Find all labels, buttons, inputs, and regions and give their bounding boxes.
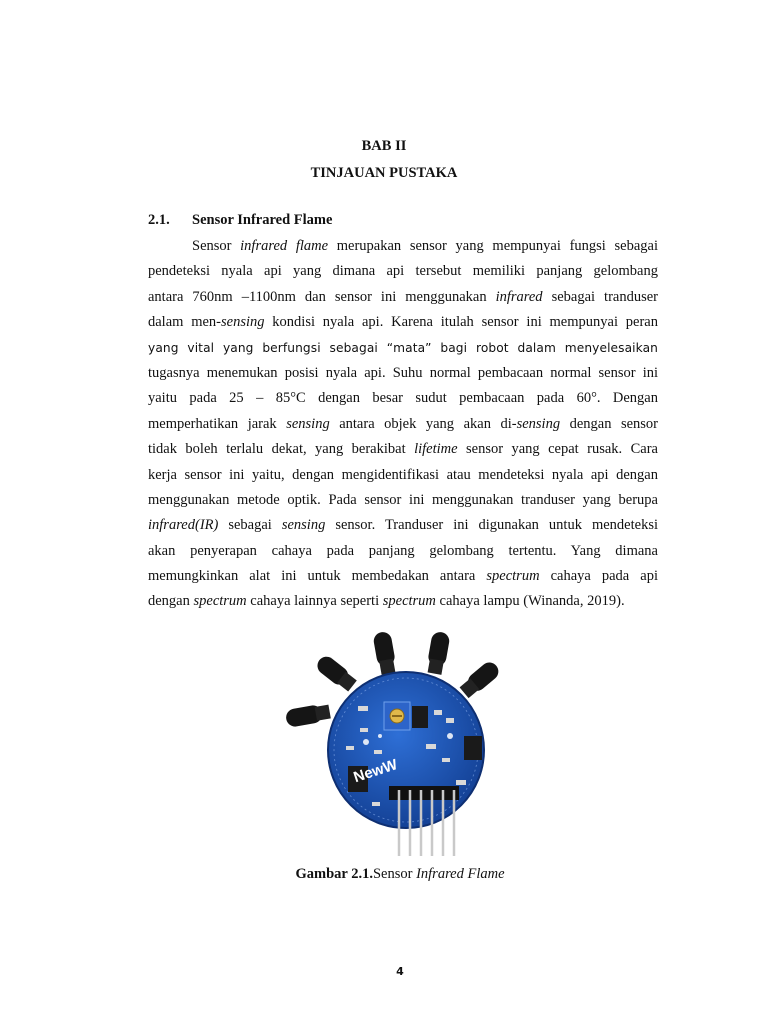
page-number: 4 (396, 965, 404, 978)
paragraph-text: infrared (495, 288, 543, 305)
paragraph-line (148, 539, 658, 564)
paragraph-text: spectrum (382, 593, 436, 610)
ir-led-1 (285, 703, 331, 728)
paragraph-line (148, 386, 658, 411)
paragraph-text: dengan (148, 593, 194, 610)
ir-led-3 (372, 631, 397, 675)
paragraph-line (148, 463, 658, 488)
paragraph-text: cahaya lampu (Winanda, 2019). (435, 593, 625, 610)
paragraph-text: infrared flame (240, 238, 329, 254)
paragraph-line (148, 234, 658, 259)
paragraph-text: sebagai tranduser (542, 288, 658, 305)
paragraph-text: cahaya lainnya seperti (246, 593, 383, 610)
paragraph-line (148, 564, 658, 589)
ir-led-4 (426, 631, 451, 675)
paragraph-text: sensor yang cepat rusak. Cara (457, 441, 658, 458)
ir-led-5 (458, 659, 502, 700)
paragraph-text: memperhatikan jarak (148, 415, 287, 432)
paragraph-text: spectrum (193, 593, 247, 610)
paragraph-line (148, 259, 658, 284)
paragraph-line (148, 361, 658, 386)
paragraph-text: sebagai (218, 517, 282, 534)
section-number: 2.1. (148, 212, 170, 228)
board-brand-text: NewW (351, 756, 400, 787)
paragraph-text: infrared(IR) (148, 517, 219, 534)
chapter-title: TINJAUAN PUSTAKA (310, 165, 458, 181)
body-paragraph (148, 234, 658, 615)
paragraph-text: lifetime (414, 441, 458, 458)
section-title: Sensor Infrared Flame (192, 212, 333, 228)
paragraph-line (148, 513, 658, 538)
paragraph-text: kerja sensor ini yaitu, dengan mengidentifikasi atau mendeteksi nyala api dengan (148, 466, 658, 483)
caption-label: Gambar 2.1. (295, 866, 373, 882)
flame-sensor-image (274, 618, 530, 860)
paragraph-text: tidak boleh terlalu dekat, yang berakibat (148, 441, 415, 458)
paragraph-text: sensing (281, 517, 326, 534)
paragraph-text: yang vital yang berfungsi sebagai “mata” bagi robot dalam menyelesaikan (148, 340, 658, 355)
caption-text: Sensor (372, 866, 417, 882)
paragraph-line (148, 488, 658, 513)
paragraph-text: spectrum (486, 568, 540, 585)
paragraph-text: menggunakan metode optik. Pada sensor ini menggunakan tranduser yang berupa (148, 491, 658, 508)
paragraph-text: pendeteksi nyala api yang dimana api tersebut memiliki panjang gelombang (148, 263, 658, 280)
comparator-chip-top (412, 706, 428, 728)
paragraph-text: yaitu pada 25 – 85°C dengan besar sudut pembacaan pada 60°. Dengan (148, 390, 658, 407)
paragraph-line (148, 310, 658, 335)
paragraph-line (148, 589, 658, 614)
paragraph-line (148, 437, 658, 462)
chapter-number: BAB II (361, 138, 407, 154)
paragraph-line (148, 336, 658, 361)
paragraph-text: merupakan sensor yang mempunyai fungsi sebagai (328, 238, 658, 254)
paragraph-line (148, 285, 658, 310)
paragraph-text: memungkinkan alat ini untuk membedakan antara (148, 568, 487, 585)
paragraph-text: dalam men- (148, 314, 222, 331)
paragraph-text: antara 760nm –1100nm dan sensor ini menggunakan (148, 288, 496, 305)
caption-italic: Infrared Flame (416, 866, 505, 882)
paragraph-line (148, 412, 658, 437)
comparator-chip-right (464, 736, 482, 760)
paragraph-text: sensing (516, 415, 561, 432)
paragraph-text: dengan sensor (560, 415, 659, 432)
paragraph-text: tugasnya menemukan posisi nyala api. Suhu normal pembacaan normal sensor ini (148, 364, 658, 381)
paragraph-text: Sensor (192, 238, 241, 254)
paragraph-text: cahaya pada api (539, 568, 658, 585)
figure-flame-sensor (274, 618, 530, 860)
section-heading (148, 212, 332, 229)
paragraph-text: akan penyerapan cahaya pada panjang gelombang tertentu. Yang dimana (148, 542, 658, 559)
paragraph-text: sensor. Tranduser ini digunakan untuk mendeteksi (325, 517, 658, 534)
figure-caption (0, 866, 768, 883)
ir-led-2 (314, 653, 358, 693)
paragraph-text: sensing (221, 314, 265, 331)
paragraph-text: sensing (286, 415, 330, 432)
paragraph-text: kondisi nyala api. Karena itulah sensor ini mempunyai peran (264, 314, 658, 331)
paragraph-text: antara objek yang akan di- (329, 415, 517, 432)
